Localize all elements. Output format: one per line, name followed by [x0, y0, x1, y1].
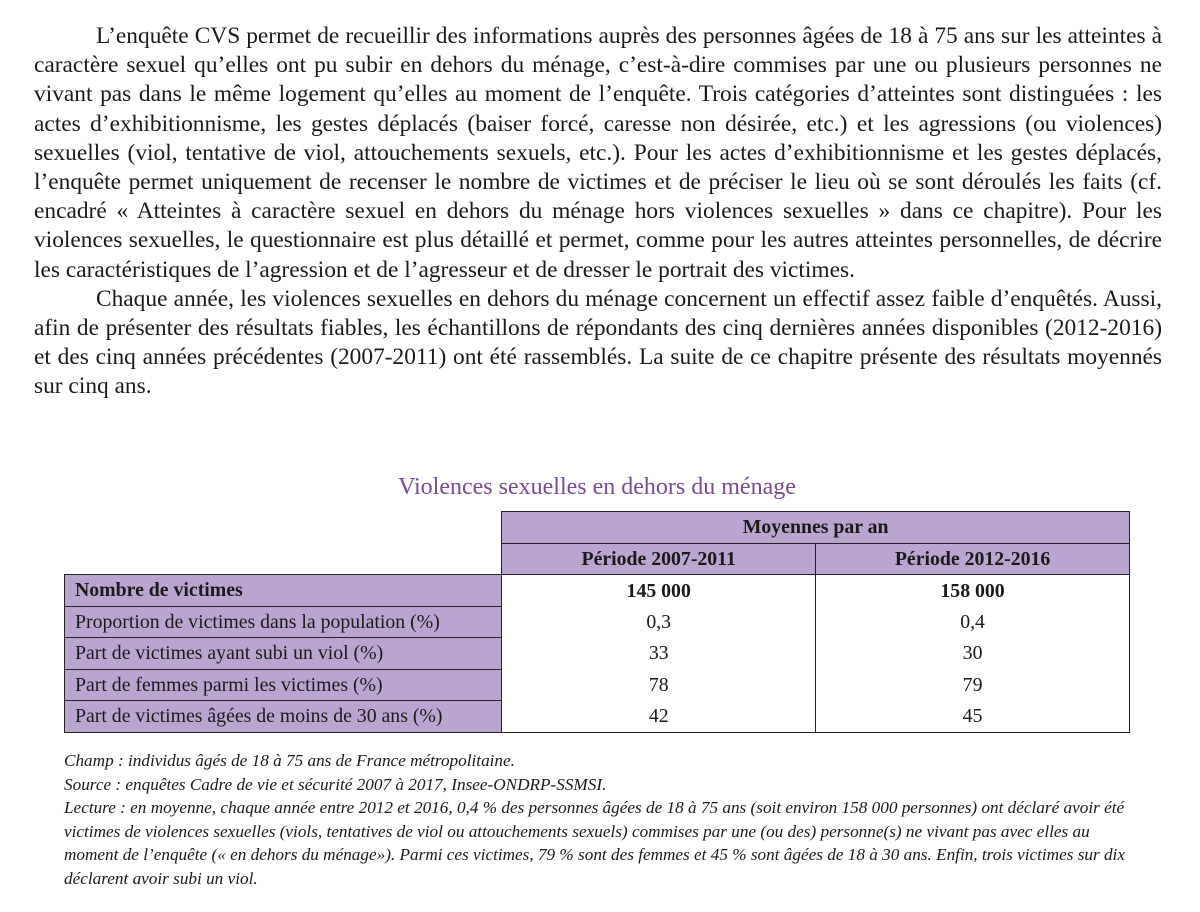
group-header: Moyennes par an: [502, 512, 1130, 544]
row-value-2007-2011: 0,3: [502, 606, 816, 638]
table-period-header-row: [65, 543, 1130, 575]
table-row: [65, 606, 1130, 638]
row-value-2007-2011: 33: [502, 638, 816, 670]
period-header-2: Période 2012-2016: [816, 543, 1130, 575]
table-notes: [64, 749, 1132, 891]
table-row: [65, 638, 1130, 670]
table-title: Violences sexuelles en dehors du ménage: [398, 474, 796, 500]
row-value-2012-2016: 158 000: [816, 575, 1130, 607]
note-champ: Champ : individus âgés de 18 à 75 ans de France métropolitaine.: [64, 751, 515, 770]
row-label: Proportion de victimes dans la population (%): [65, 606, 502, 638]
row-label: Part de victimes âgées de moins de 30 ans (%): [65, 701, 502, 733]
row-label: Nombre de victimes: [65, 575, 502, 607]
row-label: Part de victimes ayant subi un viol (%): [65, 638, 502, 670]
stats-table: [64, 511, 1130, 733]
paragraph-intro: L’enquête CVS permet de recueillir des informations auprès des personnes âgées de 18 à 75 ans sur les atteintes à caractère sexuel qu’elles ont pu subir en dehors du ménage, c’est-à-dire commises par une ou plusieurs personnes ne vivant pas dans le même logement qu’elles au moment de l’enquête. Trois catégories d’atteintes sont distinguées : les actes d’exhibitionnisme, les gestes déplacés (baiser forcé, caresse non désirée, etc.) et les agressions (ou violences) sexuelles (viol, tentative de viol, attouchements sexuels, etc.). Pour les actes d’exhibitionnisme et les gestes déplacés, l’enquête permet uniquement de recenser le nombre de victimes et de préciser le lieu où se sont déroulés les faits (cf. encadré « Atteintes à caractère sexuel en dehors du ménage hors violences sexuelles » dans ce chapitre). Pour les violences sexuelles, le questionnaire est plus détaillé et permet, comme pour les autres atteintes personnelles, de décrire les caractéristiques de l’agression et de l’agresseur et de dresser le portrait des victimes.: [34, 23, 1162, 283]
row-value-2012-2016: 45: [816, 701, 1130, 733]
note-source: Source : enquêtes Cadre de vie et sécurité 2007 à 2017, Insee-ONDRP-SSMSI.: [64, 774, 607, 794]
table-row: [65, 701, 1130, 733]
period-header-1: Période 2007-2011: [502, 543, 816, 575]
table-group-header-row: [65, 512, 1130, 544]
row-value-2012-2016: 79: [816, 669, 1130, 701]
row-value-2012-2016: 0,4: [816, 606, 1130, 638]
table-row: [65, 669, 1130, 701]
row-value-2007-2011: 42: [502, 701, 816, 733]
row-value-2007-2011: 78: [502, 669, 816, 701]
table-row: [65, 575, 1130, 607]
row-value-2007-2011: 145 000: [502, 575, 816, 607]
paragraph-method: Chaque année, les violences sexuelles en dehors du ménage concernent un effectif assez faible d’enquêtés. Aussi, afin de présenter des résultats fiables, les échantillons de répondants des cinq dernières années disponibles (2012-2016) et des cinq années précédentes (2007-2011) ont été rassemblés. La suite de ce chapitre présente des résultats moyennés sur cinq ans.: [34, 285, 1162, 400]
body-text: [34, 22, 1162, 402]
note-lecture: Lecture : en moyenne, chaque année entre 2012 et 2016, 0,4 % des personnes âgées de 18 à 75 ans (soit environ 158 000 personnes) ont déclaré avoir été victimes de violences sexuelles (viols, tentatives de viol ou attouchements sexuels) commises par une (ou des) personne(s) ne vivant pas avec elles au moment de l’enquête (« en dehors du ménage»). Parmi ces victimes, 79 % sont des femmes et 45 % sont âgées de 18 à 30 ans. Enfin, trois victimes sur dix déclarent avoir subi un viol.: [64, 798, 1125, 888]
row-value-2012-2016: 30: [816, 638, 1130, 670]
row-label: Part de femmes parmi les victimes (%): [65, 669, 502, 701]
